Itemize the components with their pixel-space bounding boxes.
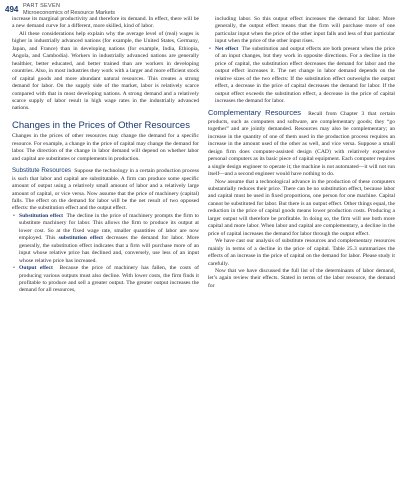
chapter-label: Microeconomics of Resource Markets <box>23 10 116 16</box>
right-column <box>208 16 395 290</box>
list-text: Because the price of machinery has fallen, the costs of producing various outputs must also decline. With lower costs, the firm finds it profitable to produce and sell a greater output. The greater output increases the demand for all resources, <box>19 265 199 294</box>
section-heading: Changes in the Prices of Other Resources <box>12 119 190 131</box>
paragraph: We have cast our analysis of substitute resources and complementary resources mainly in terms of a decline in the price of capital. Table 25.3 summarizes the effects of an increase in the price of capital on the demand for labor. Please study it carefully. <box>208 238 395 267</box>
run-in-heading: Complementary Resources <box>208 108 302 118</box>
list-item <box>19 213 199 265</box>
substitute-resources-paragraph <box>12 167 199 213</box>
left-column <box>12 16 199 295</box>
list-item <box>19 265 199 295</box>
list-item <box>215 46 395 106</box>
term: Substitution effect <box>19 212 64 219</box>
paragraph: Changes in the prices of other resources may change the demand for a specific resource. For example, a change in the price of capital may change the demand for labor. The direction of the change in labor demand will depend on whether labor and capital are substitutes or complements in production. <box>12 133 199 162</box>
effects-list <box>12 213 199 295</box>
list-text: The decline in the price of machinery prompts the firm to substitute machinery for labor. This allows the firm to produce its output at lower cost. So at the fixed wage rate, smaller quantities of labor are now employed. This <box>19 212 199 242</box>
paragraph-text: Suppose the technology in a certain production process is such that labor and capital are substitutable. A firm can produce some specific amount of output using a relatively small amount of labor and a relatively large amount of capital, or vice versa. Now assume that the price of machinery (capital) falls. The effect on the demand for labor will be the net result of two opposed effects: the substitution effect and the output effect. <box>12 168 200 212</box>
paragraph: Now assume that a technological advance in the production of these computers substantially reduces their price. There can be no substitution effect, because labor and capital must be used in fixed proportions, one person for one machine. Capital cannot be substituted for labor. But there is an output effect. Other things equal, the reduction in the price of capital goods means lower production costs. Producing a larger output will therefore be profitable. In doing so, the firm will use both more capital and more labor. When labor and capital are complementary, a decline in the price of capital increases the demand for labor through the output effect. <box>208 178 395 237</box>
paragraph: All these considerations help explain why the average level of (real) wages is higher in industrially advanced nations (for example, the United States, Germany, Japan, and France) than in developing nations (for example, India, Ethiopia, Angola, and Cambodia). Workers in industrially advanced nations are generally healthier, better educated, and better trained than are workers in developing countries. Also, in most industries they work with a larger and more efficient stock of capital goods and more abundant natural resources. This creates a strong demand for labor. On the supply side of the market, labor is relatively scarce compared with that in most developing nations. A strong demand and a relatively scarce supply of labor result in high wage rates in the industrially advanced nations. <box>12 30 199 112</box>
page-number: 494 <box>5 5 19 14</box>
complementary-resources-paragraph <box>208 109 395 178</box>
effects-list-continued <box>208 46 395 106</box>
paragraph-text: Recall from Chapter 3 that certain products, such as computers and software, are complementary goods; they “go together” and are jointly demanded. Resources may also be complementary; an increase in the quantity of one of them used in the production process requires an increase in the amount used of the other as well, and vice versa. Suppose a small design firm does computer-assisted design (CAD) with relatively expensive personal computers as its basic piece of capital equipment. Each computer requires a single design engineer to operate it; the machine is not automated—it will not run itself—and a second engineer would have nothing to do. <box>208 111 396 178</box>
paragraph: Now that we have discussed the full list of the determinants of labor demand, let’s again review their effects. Stated in terms of the labor resource, the demand for <box>208 267 395 289</box>
paragraph: increase its marginal productivity and therefore its demand. In effect, there will be a new demand curve for a different, more skilled, kind of labor. <box>12 16 199 30</box>
list-text: decreases the demand for labor. More generally, the substitution effect indicates that a firm will purchase more of an input whose relative price has declined and, conversely, use less of an input whose relative price has increased. <box>19 235 200 264</box>
term: Net effect <box>215 45 239 52</box>
term: substitution effect <box>58 235 104 242</box>
run-in-heading: Substitute Resources <box>12 167 72 175</box>
part-label: PART SEVEN <box>23 3 61 9</box>
term: Output effect <box>19 265 53 272</box>
paragraph: including labor. So this output effect increases the demand for labor. More generally, the output effect means that the firm will purchase more of one particular input when the price of the other input falls and less of that particular input when the price of the other input rises. <box>215 16 395 45</box>
list-text: The substitution and output effects are both present when the price of an input changes, but they work in opposite directions. For a decline in the price of capital, the substitution effect decreases the demand for labor and the output effect increases it. The net change in labor demand depends on the relative sizes of the two effects: If the substitution effect outweighs the output effect, a decrease in the price of capital decreases the demand for labor. If the output effect exceeds the substitution effect, a decrease in the price of capital increases the demand for labor. <box>215 45 396 104</box>
